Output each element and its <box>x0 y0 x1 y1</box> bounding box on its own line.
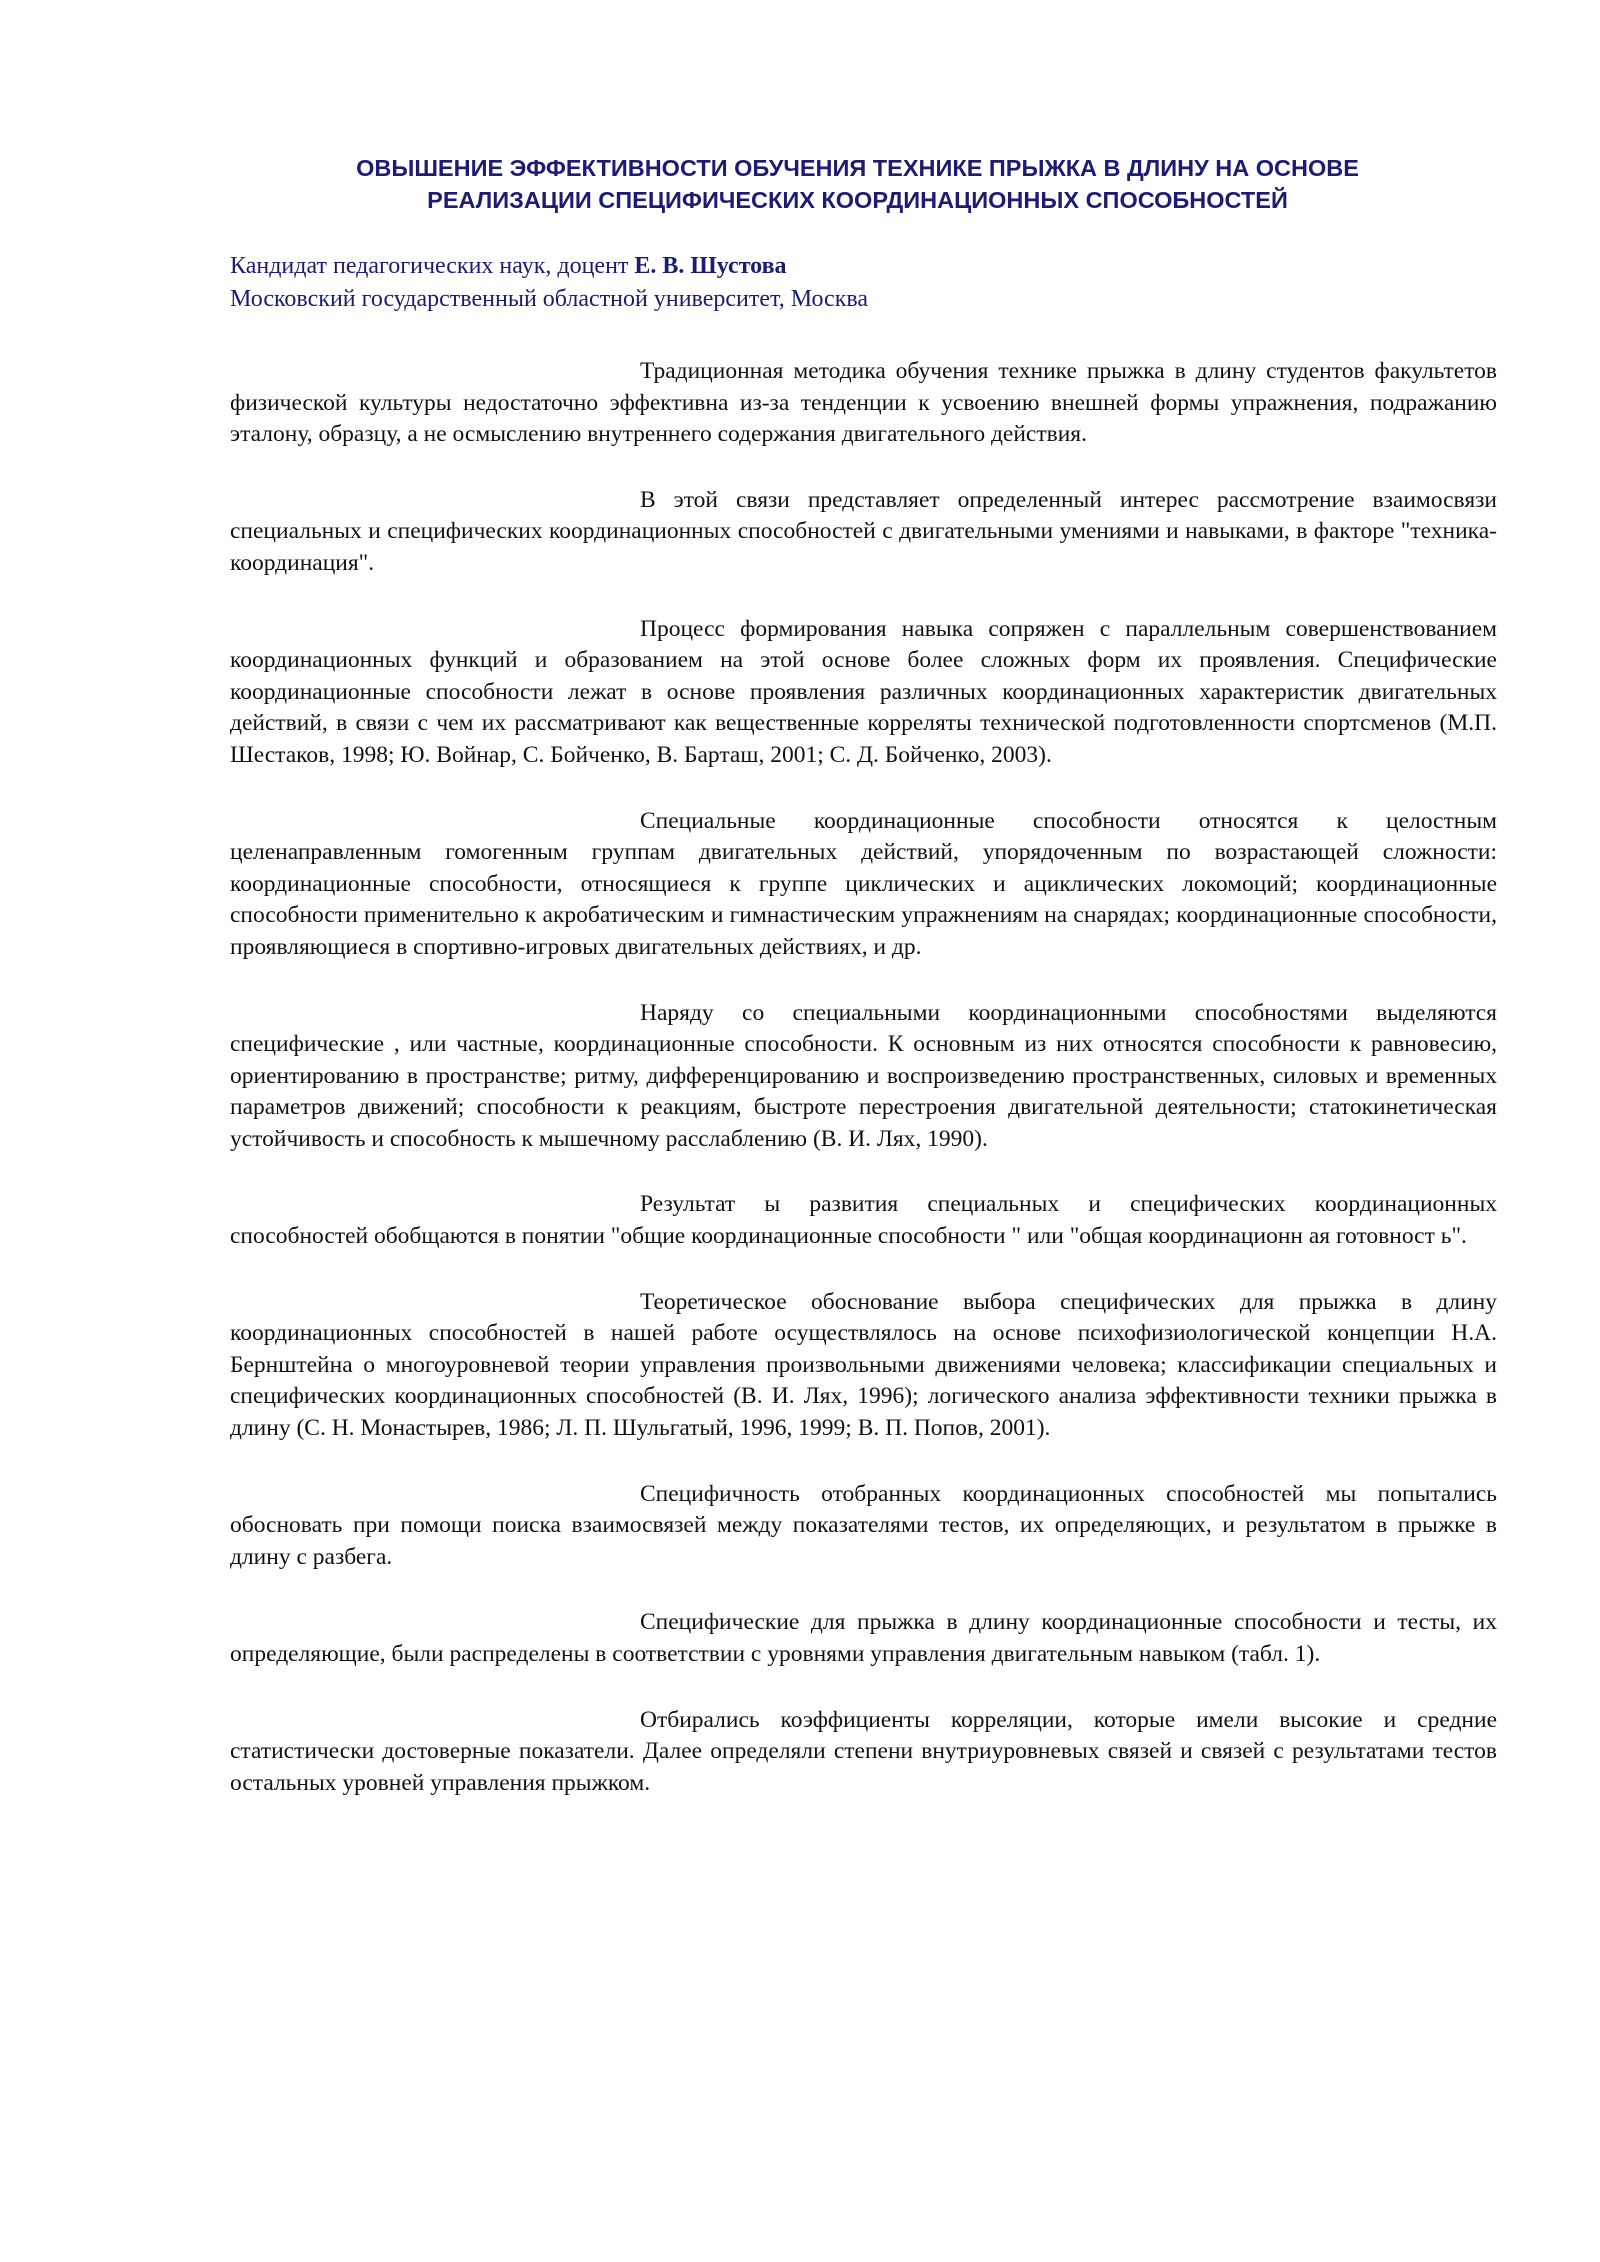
author-line <box>230 250 1500 283</box>
author-affiliation: Московский государственный областной университет, Москва <box>230 286 869 312</box>
author-name: Е. В. Шустова <box>634 253 787 279</box>
article-title-line-2: РЕАЛИЗАЦИИ СПЕЦИФИЧЕСКИХ КООРДИНАЦИОННЫХ СПОСОБНОСТЕЙ <box>427 187 1288 213</box>
author-degree: Кандидат педагогических наук, доцент <box>230 253 635 279</box>
paragraph: Традиционная методика обучения технике прыжка в длину студентов факультетов физической культуры недостаточно эффективна из-за тенденции к усвоению внешней формы упражнения, подражанию эталону, образцу, а не осмыслению внутреннего содержания двигательного действия. <box>230 358 1497 448</box>
paragraph: В этой связи представляет определенный интерес рассмотрение взаимосвязи специальных и специфических координационных способностей с двигательными умениями и навыками, в факторе "техника-координация". <box>230 486 1497 576</box>
article-title-line-1: ОВЫШЕНИЕ ЭФФЕКТИВНОСТИ ОБУЧЕНИЯ ТЕХНИКЕ ПРЫЖКА В ДЛИНУ НА ОСНОВЕ <box>356 155 1359 181</box>
paragraph: Специфические для прыжка в длину координационные способности и тесты, их определяющие, были распределены в соответствии с уровнями управления двигательным навыком (табл. 1). <box>230 1609 1497 1667</box>
paragraph: Процесс формирования навыка сопряжен с параллельным совершенствованием координационных функций и образованием на этой основе более сложных форм их проявления. Специфические координационные способности лежат в основе проявления различных координационных характеристик двигательных действий, в связи с чем их рассматривают как вещественные корреляты технической подготовленности спортсменов (М.П. Шестаков, 1998; Ю. Войнар, С. Бойченко, В. Барташ, 2001; С. Д. Бойченко, 2003). <box>230 615 1497 768</box>
article-body <box>230 356 1497 1833</box>
paragraph: Специфичность отобранных координационных способностей мы попытались обосновать при помощи поиска взаимосвязей между показателями тестов, их определяющих, и результатом в прыжке в длину с разбега. <box>230 1480 1497 1570</box>
author-block <box>230 250 1500 316</box>
article-title <box>200 152 1515 216</box>
paragraph: Результат ы развития специальных и специфических координационных способностей обобщаются в понятии "общие координационные способности " или "общая координационн ая готовност ь". <box>230 1191 1497 1250</box>
paragraph: Специальные координационные способности относятся к целостным целенаправленным гомогенным группам двигательных действий, упорядоченным по возрастающей сложности: координационные способности, относящиеся к группе циклических и ациклических локомоций; координационные способности применительно к акробатическим и гимнастическим упражнениям на снарядах; координационные способности, проявляющиеся в спортивно-игровых двигательных действиях, и др. <box>230 807 1497 960</box>
paragraph: Теоретическое обоснование выбора специфических для прыжка в длину координационных способностей в нашей работе осуществлялось на основе психофизиологической концепции Н.А. Бернштейна о многоуровневой теории управления произвольными движениями человека; классификации специальных и специфических координационных способностей (В. И. Лях, 1996); логического анализа эффективности техники прыжка в длину (С. Н. Монастырев, 1986; Л. П. Шульгатый, 1996, 1999; В. П. Попов, 2001). <box>230 1288 1497 1442</box>
paragraph: Наряду со специальными координационными способностями выделяются специфические , или частные, координационные способности. К основным из них относятся способности к равновесию, ориентированию в пространстве; ритму, дифференцированию и воспроизведению пространственных, силовых и временных параметров движений; способности к реакциям, быстроте перестроения двигательной деятельности; статокинетическая устойчивость и способность к мышечному расслаблению (В. И. Лях, 1990). <box>230 999 1497 1152</box>
paragraph: Отбирались коэффициенты корреляции, которые имели высокие и средние статистически достоверные показатели. Далее определяли степени внутриуровневых связей и связей с результатами тестов остальных уровней управления прыжком. <box>230 1706 1497 1796</box>
